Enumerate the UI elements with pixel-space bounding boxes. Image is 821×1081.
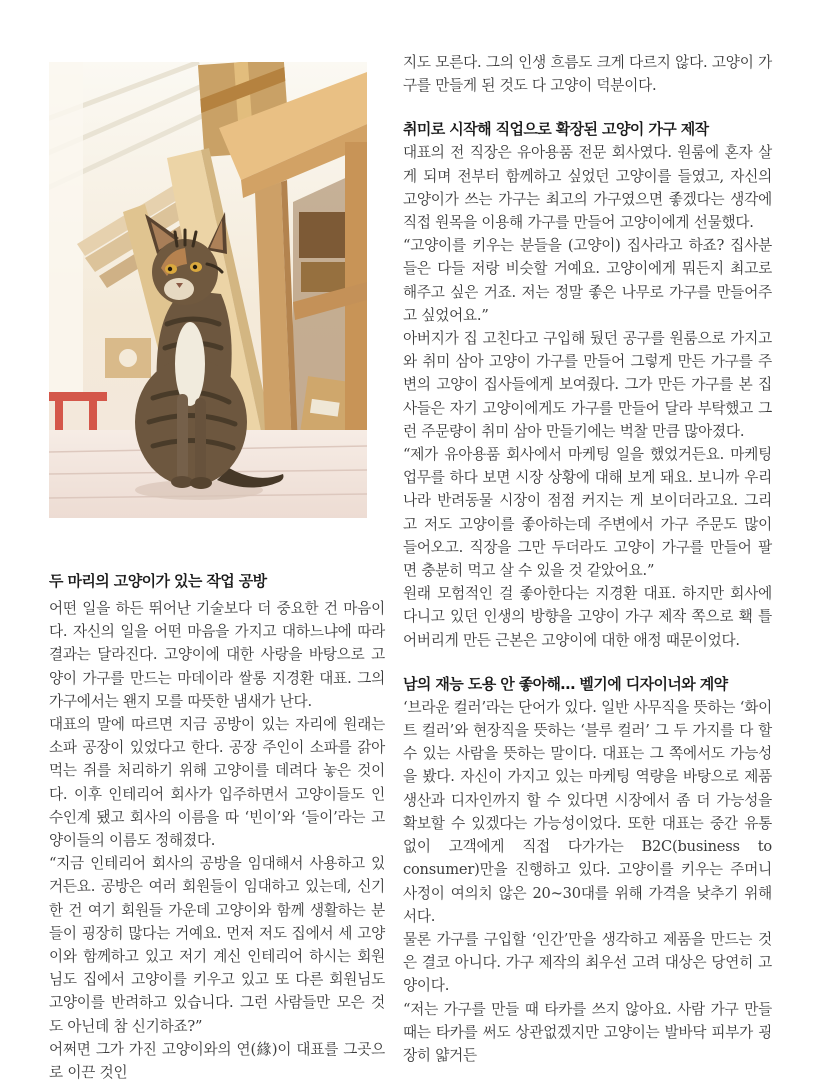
section-heading-hobby-to-job: 취미로 시작해 직업으로 확장된 고양이 가구 제작 bbox=[403, 120, 709, 139]
body-paragraph: 어떤 일을 하든 뛰어난 기술보다 더 중요한 건 마음이다. 자신의 일을 어떤 마음을 가지고 대하느냐에 따라 결과는 달라진다. 고양이에 대한 사랑을 바탕으로 고양이 가구를 만드는 마데이라 쌀롱 지경환 대표. 그의 가구에서는 왠지 모를 따뜻한 냄새가 난다. bbox=[49, 600, 385, 710]
body-paragraph: 물론 가구를 구입할 ‘인간’만을 생각하고 제품을 만드는 것은 결코 아니다. 가구 제작의 최우선 고려 대상은 당연히 고양이다. bbox=[403, 930, 772, 995]
body-paragraph: “저는 가구를 만들 때 타카를 쓰지 않아요. 사람 가구 만들 때는 타카를 써도 상관없겠지만 고양이는 발바닥 피부가 굉장히 얇거든 bbox=[403, 1000, 772, 1064]
body-paragraph: 대표의 말에 따르면 지금 공방이 있는 자리에 원래는 소파 공장이 있었다고 한다. 공장 주인이 소파를 갉아먹는 쥐를 처리하기 위해 고양이를 데려다 놓은 것이다. 이후 인테리어 회사가 입주하면서 고양이들도 인수인계 됐고 회사의 이름을 따 ‘빈이’와 ‘들이’라는 고양이들의 이름도 정해졌다. bbox=[49, 716, 385, 850]
body-paragraph: 어쩌면 그가 가진 고양이와의 연(緣)이 대표를 그곳으로 이끈 것인 bbox=[49, 1040, 385, 1081]
body-paragraph: “제가 유아용품 회사에서 마케팅 일을 했었거든요. 마케팅 업무를 하다 보면 시장 상황에 대해 보게 돼요. 보니까 우리나라 반려동물 시장이 점점 커지는 게 보이더라고요. 그리고 저도 고양이를 좋아하는데 주변에서 가구 주문도 많이 들어오고. 직장을 그만 두더라도 고양이 가구를 만들어 팔면 충분히 먹고 살 수 있을 것 같았어요.” bbox=[403, 446, 772, 580]
article-photo bbox=[49, 62, 367, 518]
body-paragraph: 지도 모른다. 그의 인생 흐름도 크게 다르지 않다. 고양이 가구를 만들게 된 것도 다 고양이 덕분이다. bbox=[403, 54, 772, 95]
body-paragraph: 아버지가 집 고친다고 구입해 뒀던 공구를 원룸으로 가지고 와 취미 삼아 고양이 가구를 만들어 그렇게 만든 가구를 주변의 고양이 집사들에게 보여줬다. 그가 만든 가구를 본 집사들은 자기 고양이에게도 가구를 만들어 달라 부탁했고 그런 주문량이 취미 삼아 만들기에는 벅찰 만큼 많아졌다. bbox=[403, 330, 772, 440]
body-paragraph: “지금 인테리어 회사의 공방을 임대해서 사용하고 있거든요. 공방은 여러 회원들이 임대하고 있는데, 신기한 건 여기 회원들 가운데 고양이와 함께 생활하는 분들이 굉장히 많다는 거예요. 먼저 저도 집에서 세 고양이와 함께하고 있고 저기 계신 인테리어 하시는 회원님도 집에서 고양이를 키우고 있고 또 다른 회원님도 고양이를 반려하고 있습니다. 그런 사람들만 모은 것도 아닌데 참 신기하죠?” bbox=[49, 855, 385, 1035]
wood-block bbox=[105, 338, 151, 378]
section-heading-designer-contract: 남의 재능 도용 안 좋아해… 벨기에 디자이너와 계약 bbox=[403, 674, 728, 693]
cat-muzzle bbox=[164, 278, 194, 300]
section-heading-workshop: 두 마리의 고양이가 있는 작업 공방 bbox=[49, 572, 267, 590]
cat-chest bbox=[175, 322, 205, 406]
body-paragraph: “고양이를 키우는 분들을 (고양이) 집사라고 하죠? 집사분들은 다들 저랑 비슷할 거예요. 고양이에게 뭐든지 최고로 해주고 싶은 거죠. 저는 정말 좋은 나무로 가구를 만들어주고 싶었어요.” bbox=[403, 237, 772, 324]
body-paragraph: 대표의 전 직장은 유아용품 전문 회사였다. 원룸에 혼자 살게 되며 전부터 함께하고 싶었던 고양이를 들였고, 자신의 고양이가 쓰는 가구는 최고의 가구였으면 좋겠다는 생각에 직접 원목을 이용해 가구를 만들어 고양이에게 선물했다. bbox=[403, 144, 772, 232]
right-column bbox=[403, 51, 772, 1067]
wall-highlight bbox=[49, 62, 83, 392]
body-paragraph: ‘브라운 컬러’라는 단어가 있다. 일반 사무직을 뜻하는 ‘화이트 컬러’와 현장직을 뜻하는 ‘블루 컬러’ 그 두 가지를 다 할 수 있는 사람을 뜻하는 말이다. 대표는 그 쪽에서도 가능성을 봤다. 자신이 가지고 있는 마케팅 역량을 바탕으로 제품 생산과 디자인까지 할 수 있다면 시장에서 좀 더 가능성을 확보할 수 있겠다는 가능성이었다. 또한 대표는 중간 유통 없이 고객에게 직접 다가가는 B2C(business to consumer)만을 진행하고 있다. 고양이를 키우는 주머니 사정이 여의치 않은 20~30대를 위해 가격을 낮추기 위해서다. bbox=[403, 698, 772, 925]
left-column bbox=[49, 62, 385, 1081]
body-paragraph: 원래 모험적인 걸 좋아한다는 지경환 대표. 하지만 회사에 다니고 있던 인생의 방향을 고양이 가구 제작 쪽으로 홱 틀어버리게 만든 근본은 고양이에 대한 애정 때문이었다. bbox=[403, 585, 772, 649]
